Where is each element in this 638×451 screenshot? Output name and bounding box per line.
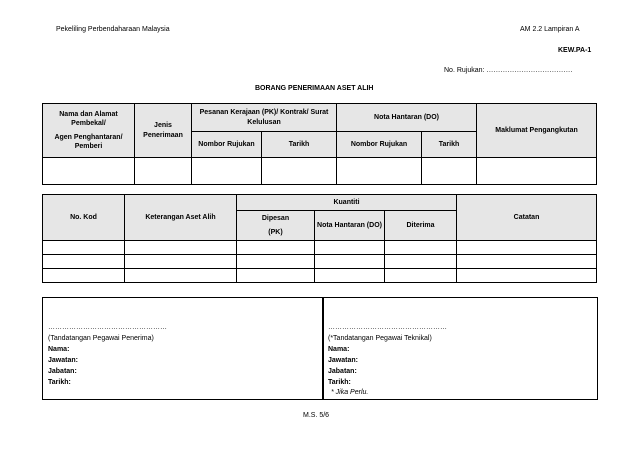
col-code: No. Kod [43, 195, 125, 241]
col-received: Diterima [385, 211, 457, 241]
cell-pk-ref[interactable] [192, 158, 262, 185]
col-do-date: Tarikh [422, 132, 477, 158]
cell[interactable] [315, 269, 385, 283]
cell[interactable] [125, 241, 237, 255]
signature-line: …………………………………………… [328, 324, 447, 331]
cell-receipt-type[interactable] [135, 158, 192, 185]
col-supplier [43, 104, 135, 158]
col-transport: Maklumat Pengangkutan [477, 104, 597, 158]
date-label: Tarikh: [328, 379, 351, 386]
cell-transport[interactable] [477, 158, 597, 185]
cell[interactable] [237, 241, 315, 255]
page-title: BORANG PENERIMAAN ASET ALIH [255, 85, 374, 92]
col-receipt-type: Jenis Penerimaan [135, 104, 192, 158]
col-pk: Pesanan Kerajaan (PK)/ Kontrak/ Surat Kelulusan [192, 104, 337, 132]
header-left: Pekeliling Perbendaharaan Malaysia [56, 26, 170, 33]
cell[interactable] [43, 269, 125, 283]
cell[interactable] [385, 269, 457, 283]
cell[interactable] [385, 241, 457, 255]
signature-line: …………………………………………… [48, 324, 167, 331]
col-agent-label: Agen Penghantaran/ Pemberi [54, 133, 123, 150]
cell[interactable] [43, 255, 125, 269]
col-ordered [237, 211, 315, 241]
cell[interactable] [457, 241, 597, 255]
cell-do-ref[interactable] [337, 158, 422, 185]
table-row [43, 241, 597, 255]
department-label: Jabatan: [48, 368, 77, 375]
col-supplier-label: Nama dan Alamat Pembekal/ [59, 111, 118, 128]
table-asset-items [42, 194, 597, 283]
page-number: M.S. 5/6 [303, 412, 330, 419]
col-pk-ref: Nombor Rujukan [192, 132, 262, 158]
col-delivery-note: Nota Hantaran (DO) [315, 211, 385, 241]
form-code: KEW.PA-1 [558, 47, 592, 54]
table-row [43, 269, 597, 283]
cell[interactable] [237, 269, 315, 283]
name-label: Nama: [48, 346, 70, 353]
col-quantity: Kuantiti [237, 195, 457, 211]
cell-do-date[interactable] [422, 158, 477, 185]
cell[interactable] [385, 255, 457, 269]
col-description: Keterangan Aset Alih [125, 195, 237, 241]
col-pk-date: Tarikh [262, 132, 337, 158]
cell[interactable] [43, 241, 125, 255]
col-remarks: Catatan [457, 195, 597, 241]
col-ordered-sub: (PK) [268, 228, 283, 236]
signature-role: (*Tandatangan Pegawai Teknikal) [328, 335, 432, 342]
col-do: Nota Hantaran (DO) [337, 104, 477, 132]
date-label: Tarikh: [48, 379, 71, 386]
cell[interactable] [315, 241, 385, 255]
name-label: Nama: [328, 346, 350, 353]
cell-supplier[interactable] [43, 158, 135, 185]
cell-pk-date[interactable] [262, 158, 337, 185]
cell[interactable] [457, 269, 597, 283]
signature-box-receiver [42, 297, 324, 400]
cell[interactable] [315, 255, 385, 269]
table-row [43, 255, 597, 269]
table-row [43, 158, 597, 185]
cell[interactable] [237, 255, 315, 269]
reference-number: No. Rujukan: ………………………………. [444, 67, 573, 74]
cell[interactable] [125, 255, 237, 269]
col-ordered-label: Dipesan [261, 215, 290, 223]
signature-box-technical [322, 297, 598, 400]
table-supplier-info [42, 103, 597, 185]
col-do-ref: Nombor Rujukan [337, 132, 422, 158]
position-label: Jawatan: [328, 357, 358, 364]
position-label: Jawatan: [48, 357, 78, 364]
department-label: Jabatan: [328, 368, 357, 375]
footnote: * Jika Perlu. [331, 389, 369, 396]
signature-role: (Tandatangan Pegawai Penerima) [48, 335, 154, 342]
cell[interactable] [457, 255, 597, 269]
cell[interactable] [125, 269, 237, 283]
header-right: AM 2.2 Lampiran A [520, 26, 580, 33]
